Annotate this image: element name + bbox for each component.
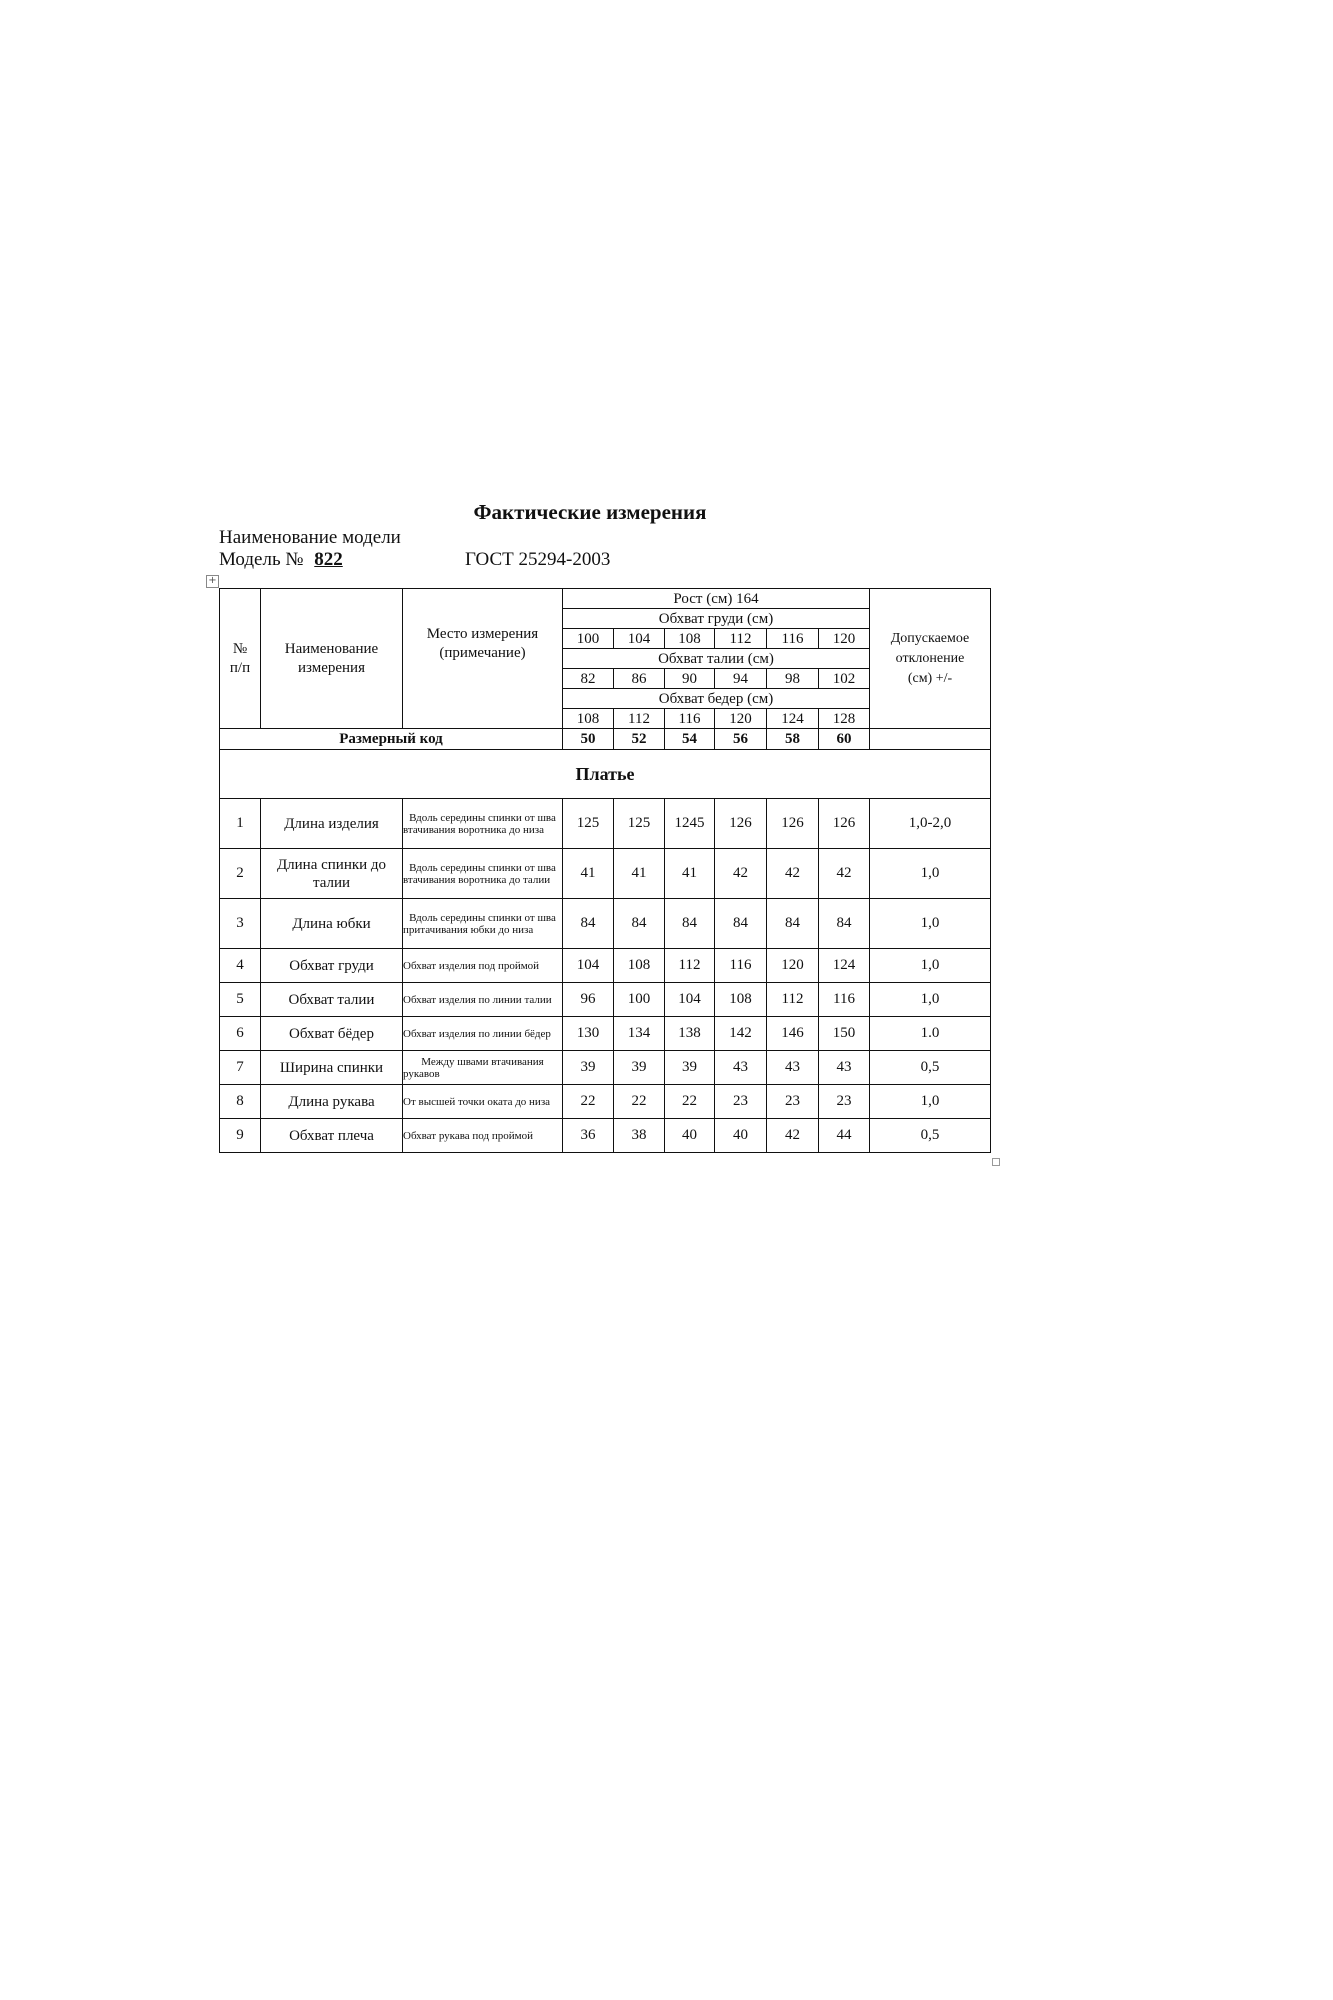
measurement-value: 84 bbox=[767, 899, 819, 949]
table-row bbox=[220, 1085, 991, 1119]
header-no: № п/п bbox=[220, 589, 261, 729]
measurement-place: Обхват изделия под проймой bbox=[403, 949, 563, 983]
hip-value: 124 bbox=[767, 709, 819, 729]
waist-value: 86 bbox=[614, 669, 665, 689]
measurement-value: 112 bbox=[665, 949, 715, 983]
measurement-value: 40 bbox=[715, 1119, 767, 1153]
table-row bbox=[220, 799, 991, 849]
measurement-value: 126 bbox=[767, 799, 819, 849]
measurement-place: От высшей точки оката до низа bbox=[403, 1085, 563, 1119]
measurement-value: 108 bbox=[614, 949, 665, 983]
tolerance-value: 1,0 bbox=[870, 849, 991, 899]
tolerance-value: 1,0 bbox=[870, 1085, 991, 1119]
table-row bbox=[220, 983, 991, 1017]
measurement-value: 41 bbox=[563, 849, 614, 899]
measurement-value: 150 bbox=[819, 1017, 870, 1051]
measurement-value: 22 bbox=[614, 1085, 665, 1119]
measurement-value: 36 bbox=[563, 1119, 614, 1153]
measurement-name: Длина юбки bbox=[261, 899, 403, 949]
header-tolerance: Допускаемое отклонение (см) +/- bbox=[870, 589, 991, 729]
measurement-value: 23 bbox=[767, 1085, 819, 1119]
tolerance-value: 1,0 bbox=[870, 983, 991, 1017]
measurement-place: Вдоль середины спинки от шва втачивания воротника до низа bbox=[403, 799, 563, 849]
measurement-value: 38 bbox=[614, 1119, 665, 1153]
measurement-value: 1245 bbox=[665, 799, 715, 849]
model-number-label: Модель № bbox=[219, 549, 304, 570]
model-number: 822 bbox=[314, 549, 343, 570]
hip-value: 120 bbox=[715, 709, 767, 729]
measurement-value: 124 bbox=[819, 949, 870, 983]
measurement-value: 43 bbox=[715, 1051, 767, 1085]
measurement-value: 42 bbox=[767, 1119, 819, 1153]
measurement-place: Обхват изделия по линии талии bbox=[403, 983, 563, 1017]
tolerance-value: 0,5 bbox=[870, 1119, 991, 1153]
row-number: 3 bbox=[220, 899, 261, 949]
size-code-tolerance-blank bbox=[870, 729, 991, 750]
waist-value: 102 bbox=[819, 669, 870, 689]
measurement-name: Длина рукава bbox=[261, 1085, 403, 1119]
measurement-value: 84 bbox=[563, 899, 614, 949]
table-row bbox=[220, 949, 991, 983]
table-resize-handle-icon[interactable] bbox=[992, 1158, 1000, 1166]
bust-value: 108 bbox=[665, 629, 715, 649]
measurement-value: 39 bbox=[665, 1051, 715, 1085]
waist-value: 82 bbox=[563, 669, 614, 689]
bust-value: 116 bbox=[767, 629, 819, 649]
size-code: 50 bbox=[563, 729, 614, 750]
size-code: 60 bbox=[819, 729, 870, 750]
size-code: 58 bbox=[767, 729, 819, 750]
row-number: 5 bbox=[220, 983, 261, 1017]
measurements-table bbox=[219, 588, 991, 1153]
measurement-value: 39 bbox=[563, 1051, 614, 1085]
row-number: 6 bbox=[220, 1017, 261, 1051]
measurement-value: 104 bbox=[665, 983, 715, 1017]
measurement-value: 116 bbox=[715, 949, 767, 983]
waist-value: 98 bbox=[767, 669, 819, 689]
row-number: 7 bbox=[220, 1051, 261, 1085]
model-number-line bbox=[219, 549, 359, 571]
measurement-value: 138 bbox=[665, 1017, 715, 1051]
measurement-value: 22 bbox=[563, 1085, 614, 1119]
measurement-value: 125 bbox=[563, 799, 614, 849]
table-row bbox=[220, 899, 991, 949]
row-number: 9 bbox=[220, 1119, 261, 1153]
measurement-value: 23 bbox=[715, 1085, 767, 1119]
hip-value: 108 bbox=[563, 709, 614, 729]
measurement-name: Длина изделия bbox=[261, 799, 403, 849]
size-code-label: Размерный код bbox=[220, 729, 563, 750]
bust-value: 104 bbox=[614, 629, 665, 649]
measurement-value: 104 bbox=[563, 949, 614, 983]
measurement-name: Обхват груди bbox=[261, 949, 403, 983]
measurement-place: Обхват рукава под проймой bbox=[403, 1119, 563, 1153]
measurement-place: Вдоль середины спинки от шва втачивания воротника до талии bbox=[403, 849, 563, 899]
measurement-name: Длина спинки до талии bbox=[261, 849, 403, 899]
header-bust: Обхват груди (см) bbox=[563, 609, 870, 629]
measurement-name: Обхват плеча bbox=[261, 1119, 403, 1153]
measurement-value: 146 bbox=[767, 1017, 819, 1051]
size-code: 54 bbox=[665, 729, 715, 750]
hip-value: 116 bbox=[665, 709, 715, 729]
table-row bbox=[220, 1051, 991, 1085]
tolerance-value: 1,0 bbox=[870, 949, 991, 983]
measurement-value: 130 bbox=[563, 1017, 614, 1051]
hip-value: 128 bbox=[819, 709, 870, 729]
table-row bbox=[220, 849, 991, 899]
measurement-value: 100 bbox=[614, 983, 665, 1017]
measurement-value: 142 bbox=[715, 1017, 767, 1051]
measurement-value: 43 bbox=[819, 1051, 870, 1085]
size-code: 56 bbox=[715, 729, 767, 750]
measurement-value: 84 bbox=[819, 899, 870, 949]
measurement-name: Обхват талии bbox=[261, 983, 403, 1017]
header-hip: Обхват бедер (см) bbox=[563, 689, 870, 709]
tolerance-value: 0,5 bbox=[870, 1051, 991, 1085]
header-place: Место измерения (примечание) bbox=[403, 589, 563, 729]
measurement-value: 84 bbox=[665, 899, 715, 949]
measurement-value: 40 bbox=[665, 1119, 715, 1153]
measurement-value: 112 bbox=[767, 983, 819, 1017]
row-number: 4 bbox=[220, 949, 261, 983]
table-row bbox=[220, 1017, 991, 1051]
measurement-value: 44 bbox=[819, 1119, 870, 1153]
bust-value: 112 bbox=[715, 629, 767, 649]
tolerance-value: 1,0-2,0 bbox=[870, 799, 991, 849]
table-move-handle-icon[interactable]: + bbox=[206, 575, 219, 588]
tolerance-value: 1.0 bbox=[870, 1017, 991, 1051]
measurement-value: 43 bbox=[767, 1051, 819, 1085]
measurement-place: Вдоль середины спинки от шва притачивания юбки до низа bbox=[403, 899, 563, 949]
row-number: 2 bbox=[220, 849, 261, 899]
size-code: 52 bbox=[614, 729, 665, 750]
measurement-place: Обхват изделия по линии бёдер bbox=[403, 1017, 563, 1051]
measurement-value: 41 bbox=[614, 849, 665, 899]
tolerance-value: 1,0 bbox=[870, 899, 991, 949]
header-height: Рост (см) 164 bbox=[563, 589, 870, 609]
measurement-value: 84 bbox=[715, 899, 767, 949]
header-waist: Обхват талии (см) bbox=[563, 649, 870, 669]
measurement-value: 126 bbox=[819, 799, 870, 849]
measurement-value: 39 bbox=[614, 1051, 665, 1085]
waist-value: 90 bbox=[665, 669, 715, 689]
document-title: Фактические измерения bbox=[473, 500, 707, 524]
model-name-label: Наименование модели bbox=[219, 527, 401, 548]
bust-value: 120 bbox=[819, 629, 870, 649]
waist-value: 94 bbox=[715, 669, 767, 689]
measurement-value: 41 bbox=[665, 849, 715, 899]
measurement-place: Между швами втачивания рукавов bbox=[403, 1051, 563, 1085]
measurement-value: 42 bbox=[715, 849, 767, 899]
measurement-value: 134 bbox=[614, 1017, 665, 1051]
measurement-value: 120 bbox=[767, 949, 819, 983]
bust-value: 100 bbox=[563, 629, 614, 649]
section-title: Платье bbox=[220, 750, 991, 799]
measurement-value: 22 bbox=[665, 1085, 715, 1119]
hip-value: 112 bbox=[614, 709, 665, 729]
gost-standard: ГОСТ 25294-2003 bbox=[465, 549, 611, 570]
measurement-value: 42 bbox=[767, 849, 819, 899]
table-row bbox=[220, 1119, 991, 1153]
measurement-value: 23 bbox=[819, 1085, 870, 1119]
header-name: Наименование измерения bbox=[261, 589, 403, 729]
measurement-value: 84 bbox=[614, 899, 665, 949]
row-number: 8 bbox=[220, 1085, 261, 1119]
measurement-value: 125 bbox=[614, 799, 665, 849]
measurement-name: Ширина спинки bbox=[261, 1051, 403, 1085]
measurement-value: 42 bbox=[819, 849, 870, 899]
measurement-value: 96 bbox=[563, 983, 614, 1017]
measurement-value: 116 bbox=[819, 983, 870, 1017]
measurement-value: 108 bbox=[715, 983, 767, 1017]
measurement-name: Обхват бёдер bbox=[261, 1017, 403, 1051]
measurement-value: 126 bbox=[715, 799, 767, 849]
row-number: 1 bbox=[220, 799, 261, 849]
